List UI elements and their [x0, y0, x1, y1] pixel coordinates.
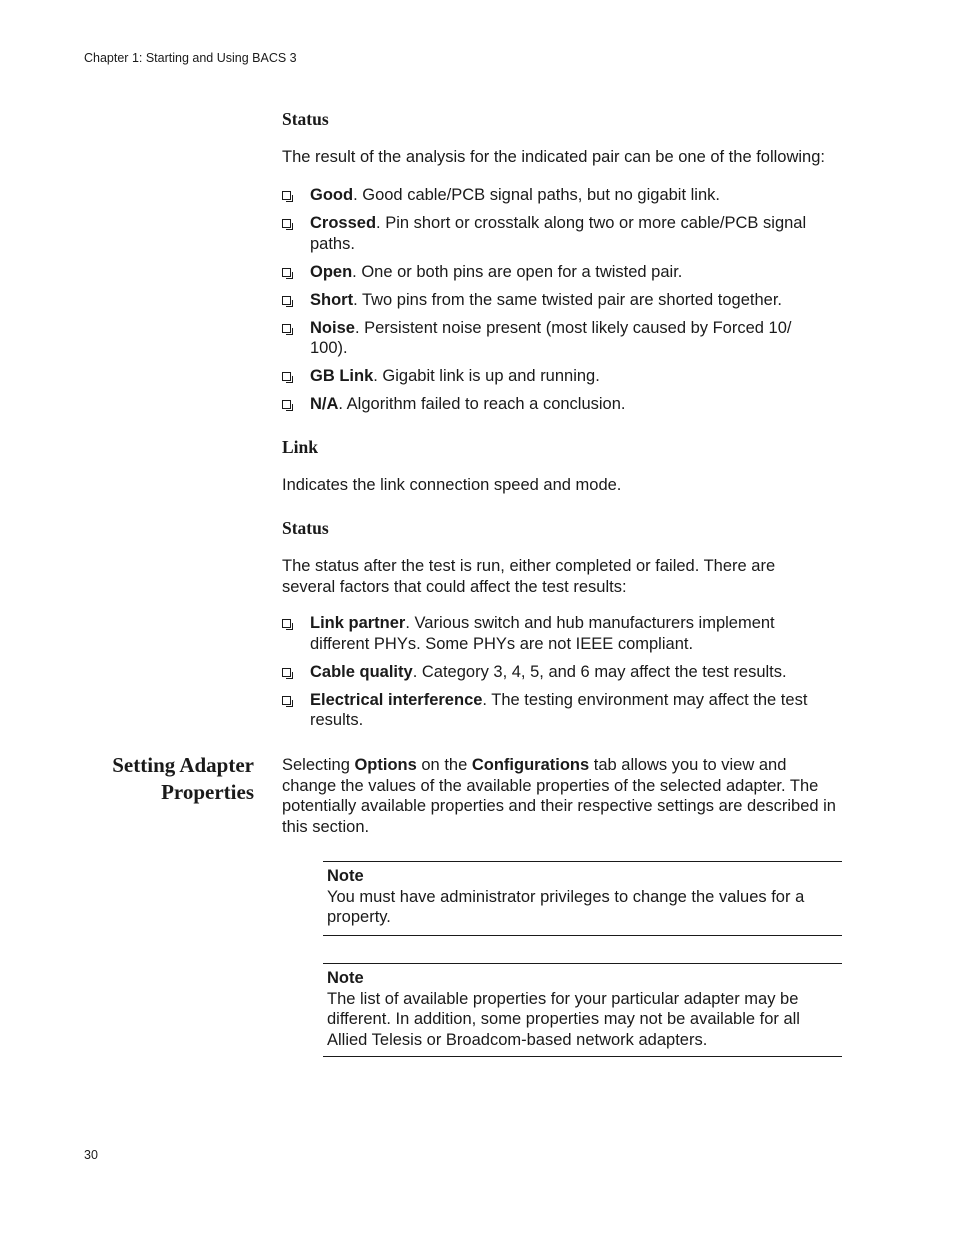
note-box [323, 861, 842, 936]
list-item [282, 262, 842, 283]
section-heading-line2: Properties [161, 780, 254, 804]
checkbox-bullet-icon [282, 191, 291, 200]
item-text: . The testing environment may affect the test results. [310, 690, 808, 729]
note-title: Note [327, 867, 364, 885]
list-item [282, 662, 847, 683]
item-text: . Various switch and hub manufacturers implement different PHYs. Some PHYs are not IEEE compliant. [310, 614, 775, 653]
item-term: Short [310, 290, 354, 309]
link-text: Indicates the link connection speed and mode. [282, 476, 622, 494]
list-item [282, 213, 842, 254]
list-item [282, 366, 842, 387]
note-title: Note [327, 969, 364, 987]
item-text: . Category 3, 4, 5, and 6 may affect the test results. [412, 662, 787, 681]
item-text: . One or both pins are open for a twisted pair. [352, 262, 683, 281]
configurations-term: Configurations [471, 756, 590, 774]
checkbox-bullet-icon [282, 219, 291, 228]
list-item [282, 690, 847, 731]
section-heading [54, 752, 254, 806]
running-head: Chapter 1: Starting and Using BACS 3 [84, 51, 297, 65]
item-text: . Algorithm failed to reach a conclusion. [338, 395, 626, 413]
item-text: . Two pins from the same twisted pair are shorted together. [353, 290, 783, 309]
status-intro: The result of the analysis for the indicated pair can be one of the following: [282, 148, 825, 166]
status-intro-2: The status after the test is run, either completed or failed. There are several factors that could affect the test results: [282, 557, 776, 596]
status-result-list [282, 185, 842, 422]
page-number: 30 [84, 1148, 98, 1162]
section-heading-line1: Setting Adapter [112, 753, 254, 777]
note-body: The list of available properties for your particular adapter may be different. In addition, some properties may not be available for all Allied Telesis or Broadcom-based network adapters. [327, 989, 800, 1049]
list-item [282, 613, 847, 654]
item-term: GB Link [310, 367, 374, 385]
section-paragraph: Selecting Options on the Configurations tab allows you to view and change the values of the available properties of the selected adapter. The potentially available properties and their respective settings are described in this section. [282, 756, 836, 836]
item-term: Open [310, 262, 353, 281]
item-text: . Pin short or crosstalk along two or more cable/PCB signal paths. [310, 214, 807, 253]
item-term: Cable quality [310, 662, 413, 681]
note-box-2 [323, 963, 842, 1057]
item-text: . Gigabit link is up and running. [373, 367, 600, 385]
item-term: Noise [310, 318, 355, 337]
item-text: . Good cable/PCB signal paths, but no gigabit link. [353, 186, 720, 204]
item-term: Good [310, 186, 354, 204]
item-term: Electrical interference [310, 690, 483, 709]
item-text: . Persistent noise present (most likely caused by Forced 10/ 100). [310, 318, 792, 357]
checkbox-bullet-icon [282, 400, 291, 409]
checkbox-bullet-icon [282, 372, 291, 381]
item-term: N/A [310, 395, 339, 413]
item-term: Crossed [310, 214, 377, 232]
factor-list [282, 613, 847, 738]
checkbox-bullet-icon [282, 696, 291, 705]
list-item [282, 318, 842, 359]
status-heading-2: Status [282, 518, 329, 538]
checkbox-bullet-icon [282, 324, 291, 333]
checkbox-bullet-icon [282, 296, 291, 305]
list-item [282, 185, 842, 206]
item-term: Link partner [310, 614, 406, 632]
options-term: Options [354, 756, 417, 774]
checkbox-bullet-icon [282, 668, 291, 677]
link-heading: Link [282, 437, 318, 457]
checkbox-bullet-icon [282, 268, 291, 277]
checkbox-bullet-icon [282, 619, 291, 628]
list-item [282, 290, 842, 311]
note-body: You must have administrator privileges to change the values for a property. [327, 887, 805, 926]
status-heading: Status [282, 109, 329, 129]
list-item [282, 394, 842, 415]
